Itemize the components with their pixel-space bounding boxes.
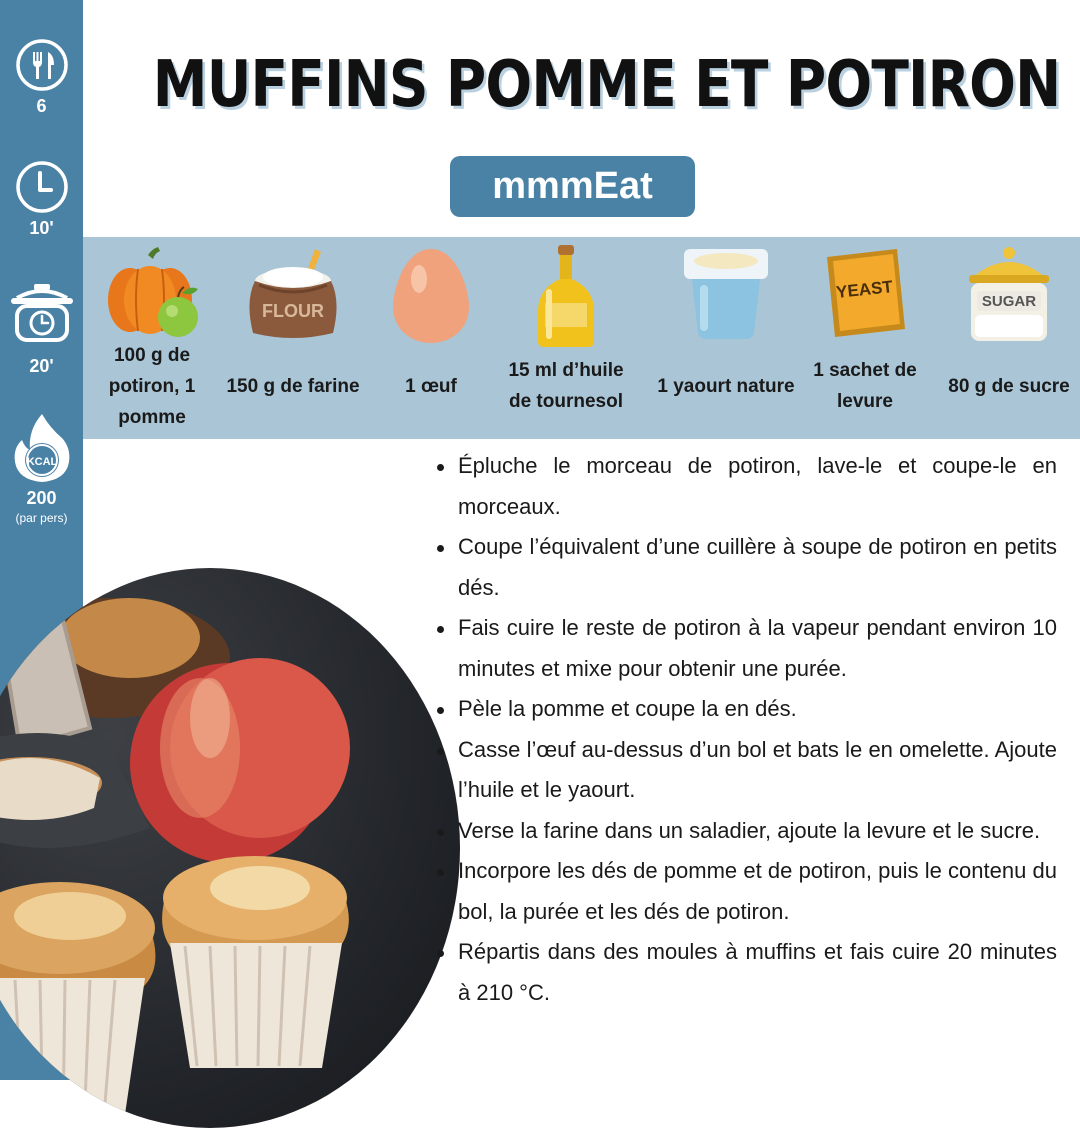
ingredient-label: 150 g de farine (226, 375, 360, 397)
servings-stat (0, 38, 83, 117)
ingredient-label: 100 g de potiron, 1 pomme (108, 344, 196, 428)
ingredient-label: 1 œuf (405, 375, 457, 397)
ingredient-item (948, 237, 1070, 439)
recipe-title: MUFFINS POMME ET POTIRON (152, 48, 1061, 122)
servings-value: 6 (36, 96, 47, 116)
ingredient-item (657, 237, 795, 439)
ingredient-item (226, 237, 360, 439)
oil-bottle-icon (531, 245, 601, 349)
yeast-text: YEAST (835, 277, 894, 302)
ingredient-item (91, 237, 213, 439)
ingredients-band (83, 237, 1080, 439)
prep-time-stat (0, 160, 83, 239)
fork-knife-icon (15, 38, 69, 92)
step-item: Incorpore les dés de pomme et de potiron, puis le contenu du bol, la purée et les dés de potiron. (435, 851, 1057, 932)
cook-time-stat (0, 282, 83, 377)
ingredient-item (505, 237, 627, 439)
ingredient-label: 1 yaourt nature (657, 375, 795, 397)
muffins-photo (0, 568, 460, 1128)
ingredient-label: 80 g de sucre (948, 375, 1070, 397)
kcal-stat (0, 412, 83, 525)
muffins-photo-illustration (0, 568, 460, 1128)
pumpkin-apple-icon (102, 245, 202, 340)
ingredient-item (804, 237, 926, 439)
kcal-badge-text: KCAL (26, 456, 57, 468)
step-item: Pèle la pomme et coupe la en dés. (435, 689, 1057, 730)
step-item: Verse la farine dans un saladier, ajoute la levure et le sucre. (435, 811, 1057, 852)
kcal-unit: (par pers) (15, 511, 68, 525)
flame-icon (11, 412, 73, 484)
recipe-steps (435, 446, 1057, 1013)
kcal-value: 200 (26, 488, 57, 508)
egg-icon (381, 245, 481, 345)
brand-logo: mmmEat (450, 156, 695, 217)
ingredient-item (370, 237, 492, 439)
yogurt-icon (678, 245, 774, 341)
step-item: Fais cuire le reste de potiron à la vapeur pendant environ 10 minutes et mixe pour obtenir une purée. (435, 608, 1057, 689)
flour-sack-icon (243, 245, 343, 340)
prep-time-value: 10' (29, 218, 54, 238)
sugar-text: SUGAR (981, 293, 1037, 310)
clock-icon (15, 160, 69, 214)
cooker-icon (9, 282, 75, 346)
step-item: Coupe l’équivalent d’une cuillère à soupe de potiron en petits dés. (435, 527, 1057, 608)
yeast-packet-icon (817, 245, 913, 341)
step-item: Casse l’œuf au-dessus d’un bol et bats le en omelette. Ajoute l’huile et le yaourt. (435, 730, 1057, 811)
step-item: Répartis dans des moules à muffins et fais cuire 20 minutes à 210 °C. (435, 932, 1057, 1013)
sugar-jar-icon (961, 245, 1057, 345)
ingredient-label: 1 sachet de levure (813, 360, 917, 412)
cook-time-value: 20' (29, 356, 54, 376)
flour-text: FLOUR (262, 301, 324, 321)
ingredient-label: 15 ml d’huile de tournesol (508, 360, 624, 412)
step-item: Épluche le morceau de potiron, lave-le et coupe-le en morceaux. (435, 446, 1057, 527)
